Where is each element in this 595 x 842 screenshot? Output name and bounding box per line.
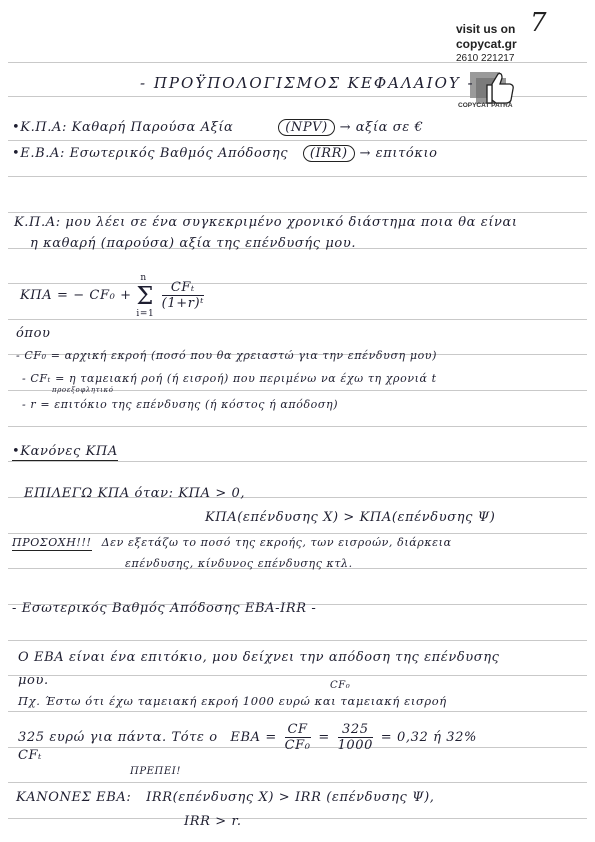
sum-top: n	[140, 272, 147, 283]
sum-bottom: i=1	[136, 308, 155, 319]
eba-result: = 0,32 ή 32%	[380, 730, 477, 745]
eba-abbr: (IRR)	[303, 145, 355, 162]
kpa-abbr: (NPV)	[278, 119, 335, 136]
page-number: 7	[530, 8, 547, 38]
formula-denominator: (1+r)ᵗ	[161, 296, 204, 311]
where-cft: - CFₜ = η ταμειακή ροή (ή εισροή) που περιμένω να έχω τη χρονιά t	[22, 372, 437, 385]
definition-eba	[12, 146, 438, 161]
stamp-phone: 2610 221217	[456, 53, 515, 64]
frac1-den: CF₀	[284, 738, 311, 753]
npv-formula	[20, 272, 207, 319]
example-2b: ΕΒΑ =	[230, 730, 277, 745]
page-title: - ΠΡΟΫΠΟΛΟΓΙΣΜΟΣ ΚΕΦΑΛΑΙΟΥ -	[140, 74, 475, 92]
rules-kpa-compare: ΚΠΑ(επένδυσης Χ) > ΚΠΑ(επένδυσης Ψ)	[205, 510, 496, 525]
definition-kpa	[12, 120, 423, 135]
eba-text: •Ε.Β.Α: Εσωτερικός Βαθμός Απόδοσης	[12, 146, 289, 161]
rules-eba-rule-1: IRR(επένδυσης Χ) > IRR (επένδυσης Ψ),	[146, 790, 435, 805]
irr-example-1: Πχ. Έστω ότι έχω ταμειακή εκροή 1000 ευρώ και ταμειακή εισροή	[18, 694, 447, 708]
rules-eba	[16, 790, 434, 805]
rules-eba-rule-2: IRR > r.	[184, 814, 242, 829]
irr-cf0-note: CF₀	[330, 680, 351, 691]
eba-fraction-2	[338, 722, 373, 753]
intro-line-2: η καθαρή (παρούσα) αξία της επένδυσής μου.	[30, 236, 357, 251]
kpa-text: •Κ.Π.Α: Καθαρή Παρούσα Αξία	[12, 120, 234, 135]
rules-eba-note: ΠΡΕΠΕΙ!	[130, 766, 181, 777]
rules-eba-label: ΚΑΝΟΝΕΣ ΕΒΑ:	[16, 790, 132, 805]
eba-tail: → επιτόκιο	[359, 146, 438, 161]
sum-sign: Σ n i=1	[136, 272, 155, 319]
formula-fraction	[162, 280, 204, 311]
rules-kpa-heading: •Κανόνες ΚΠΑ	[12, 444, 118, 459]
irr-example-2	[18, 722, 477, 753]
where-label: όπου	[16, 326, 51, 341]
stamp-line-2: copycat.gr	[456, 37, 517, 51]
frac2-den: 1000	[337, 738, 374, 753]
irr-line-1: Ο ΕΒΑ είναι ένα επιτόκιο, μου δείχνει την απόδοση της επένδυσης	[18, 650, 500, 665]
irr-heading: - Εσωτερικός Βαθμός Απόδοσης ΕΒΑ-IRR -	[12, 601, 317, 616]
where-r: - r = επιτόκιο της επένδυσης (ή κόστος ή απόδοση)	[22, 398, 339, 411]
copycat-stamp	[456, 22, 566, 65]
logo-text: COPYCAT PATRA	[458, 102, 513, 109]
example-2a: 325 ευρώ για πάντα. Τότε ο	[18, 730, 218, 745]
intro-line-1: Κ.Π.Α: μου λέει σε ένα συγκεκριμένο χρονικό διάστημα ποια θα είναι	[14, 215, 518, 230]
frac2-num: 325	[338, 722, 373, 738]
formula-numerator: CFₜ	[162, 280, 204, 296]
kpa-tail: → αξία σε €	[339, 120, 424, 135]
eba-fraction-1	[285, 722, 311, 753]
stamp-line-1: visit us on	[456, 22, 516, 36]
rules-kpa-caution	[12, 536, 452, 549]
caution-text-2: επένδυσης, κίνδυνος επένδυσης κτλ.	[125, 557, 353, 570]
caution-text-1: Δεν εξετάζω το ποσό της εκροής, των εισροών, διάρκεια	[101, 536, 452, 549]
frac1-num: CF	[285, 722, 311, 738]
rules-kpa-choose: ΕΠΙΛΕΓΩ ΚΠΑ όταν: ΚΠΑ > 0,	[24, 486, 246, 501]
caution-label: ΠΡΟΣΟΧΗ!!!	[12, 536, 92, 549]
irr-cft-note: CFₜ	[18, 748, 42, 763]
where-cft-note: προεξοφλητικό	[52, 386, 114, 394]
where-cf0: - CF₀ = αρχική εκροή (ποσό που θα χρειαστώ για την επένδυση μου)	[16, 349, 437, 362]
formula-lhs: ΚΠΑ = − CF₀ +	[20, 288, 132, 303]
eba-eq: =	[318, 730, 330, 745]
irr-line-2: μου.	[18, 673, 49, 688]
